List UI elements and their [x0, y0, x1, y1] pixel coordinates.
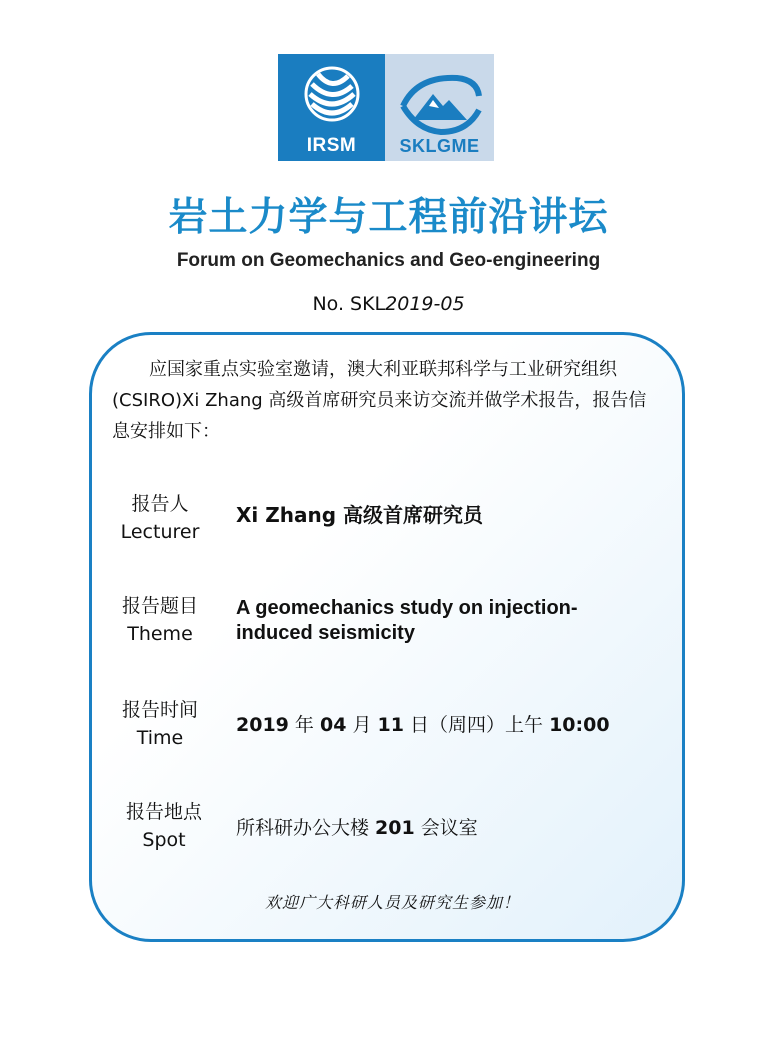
sklgme-logo	[385, 54, 494, 161]
time-unit-year: 年	[288, 714, 320, 736]
theme-label-cn: 报告题目	[121, 595, 198, 617]
time-label-cn: 报告时间	[121, 699, 198, 721]
logo-block	[278, 54, 494, 161]
time-unit-month: 月	[346, 714, 378, 736]
theme-label	[90, 592, 230, 648]
mountain-icon	[397, 70, 483, 136]
issue-number	[0, 293, 777, 315]
globe-icon	[302, 64, 362, 124]
issue-prefix: No. SKL	[312, 293, 386, 315]
issue-value: 2019-05	[385, 293, 465, 315]
time-unit-day: 日（周四）上午	[403, 714, 550, 736]
forum-title-en: Forum on Geomechanics and Geo-engineering	[176, 250, 601, 271]
intro-paragraph: 应国家重点实验室邀请，澳大利亚联邦科学与工业研究组织(CSIRO)Xi Zhang 高级首席研究员来访交流并做学术报告，报告信息安排如下：	[112, 359, 647, 442]
lecturer-label	[90, 490, 230, 546]
time-month: 04	[319, 714, 347, 736]
time-day: 11	[377, 714, 404, 736]
time-label-en: Time	[136, 727, 184, 749]
spot-suffix: 会议室	[414, 817, 478, 839]
spot-label	[94, 798, 234, 854]
spot-room: 201	[375, 817, 415, 839]
theme-value: A geomechanics study on injection-induced seismicity	[236, 597, 578, 644]
spot-value	[236, 816, 636, 841]
time-year: 2019	[236, 714, 289, 736]
sklgme-label: SKLGME	[399, 136, 480, 156]
lecturer-label-en: Lecturer	[120, 521, 200, 543]
irsm-label: IRSM	[306, 135, 357, 156]
time-value	[236, 713, 676, 738]
theme-label-en: Theme	[127, 623, 193, 645]
lecturer-value: Xi Zhang 高级首席研究员	[236, 503, 483, 527]
forum-title-cn: 岩土力学与工程前沿讲坛	[168, 195, 609, 240]
spot-label-cn: 报告地点	[125, 801, 202, 823]
lecturer-label-cn: 报告人	[131, 493, 189, 515]
irsm-logo	[278, 54, 385, 161]
spot-prefix: 所科研办公大楼	[236, 817, 376, 839]
time-label	[90, 696, 230, 752]
time-clock: 10:00	[549, 714, 610, 736]
spot-label-en: Spot	[142, 829, 186, 851]
welcome-footer: 欢迎广大科研人员及研究生参加！	[264, 893, 520, 912]
